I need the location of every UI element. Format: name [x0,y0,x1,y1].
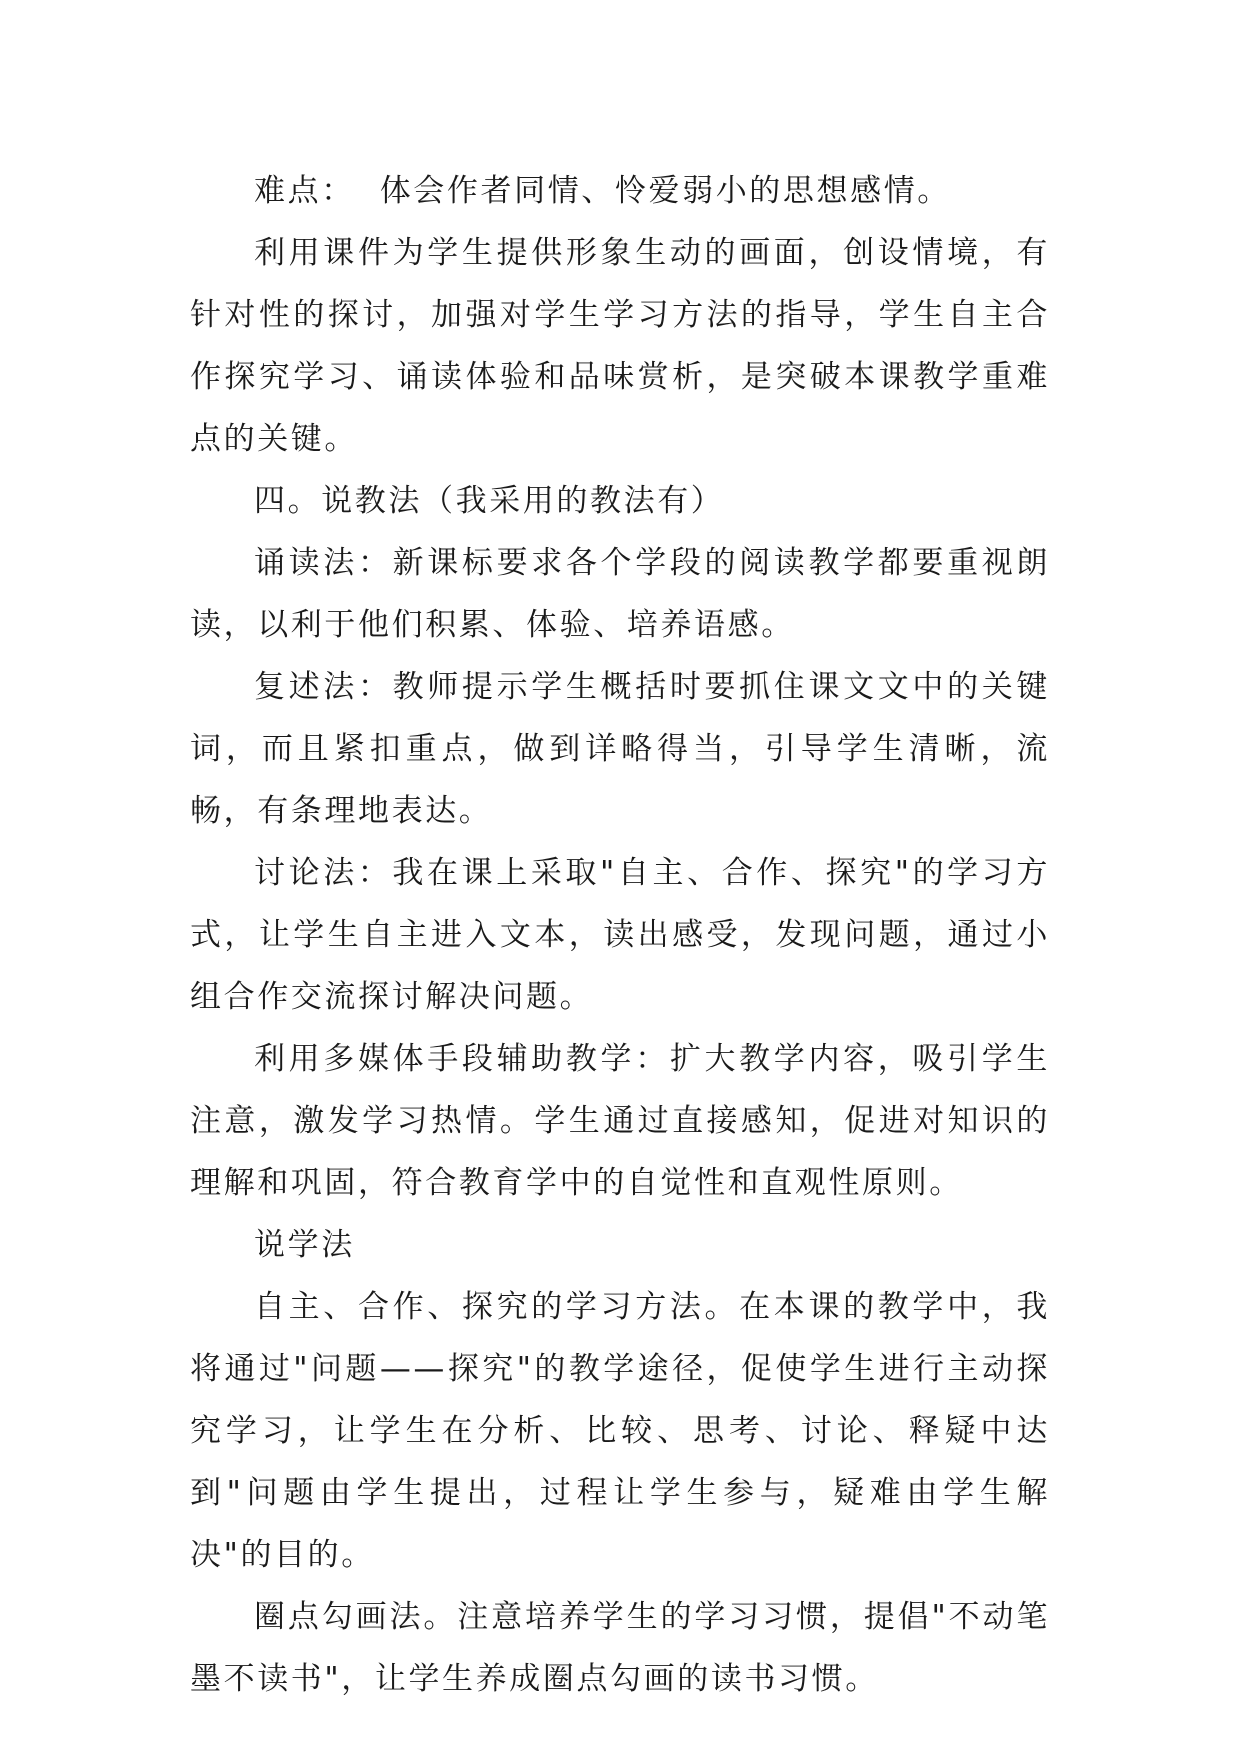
paragraph-annotation-method: 圈点勾画法。注意培养学生的学习习惯，提倡"不动笔墨不读书"，让学生养成圈点勾画的读书习惯。 [190,1599,1050,1697]
paragraph-retelling-method: 复述法：教师提示学生概括时要抓住课文文中的关键词，而且紧扣重点，做到详略得当，引导学生清晰，流畅，有条理地表达。 [190,669,1050,829]
section-heading-teaching-methods: 四。说教法（我采用的教法有） [254,483,725,519]
paragraph-multimedia: 利用多媒体手段辅助教学：扩大教学内容，吸引学生注意，激发学习热情。学生通过直接感知，促进对知识的理解和巩固，符合教育学中的自觉性和直观性原则。 [190,1041,1050,1201]
paragraph-discussion-method: 讨论法：我在课上采取"自主、合作、探究"的学习方式，让学生自主进入文本，读出感受，发现问题，通过小组合作交流探讨解决问题。 [190,855,1050,1015]
document-body [190,160,1050,1710]
section-heading-learning-methods: 说学法 [254,1227,355,1263]
paragraph-inquiry-learning: 自主、合作、探究的学习方法。在本课的教学中，我将通过"问题——探究"的教学途径，促使学生进行主动探究学习，让学生在分析、比较、思考、讨论、释疑中达到"问题由学生提出，过程让学生参与，疑难由学生解决"的目的。 [190,1289,1050,1573]
paragraph-courseware: 利用课件为学生提供形象生动的画面，创设情境，有针对性的探讨，加强对学生学习方法的指导，学生自主合作探究学习、诵读体验和品味赏析，是突破本课教学重难点的关键。 [190,235,1050,457]
paragraph-difficulty: 难点： 体会作者同情、怜爱弱小的思想感情。 [254,173,951,209]
paragraph-recitation-method: 诵读法：新课标要求各个学段的阅读教学都要重视朗读，以利于他们积累、体验、培养语感。 [190,545,1050,643]
